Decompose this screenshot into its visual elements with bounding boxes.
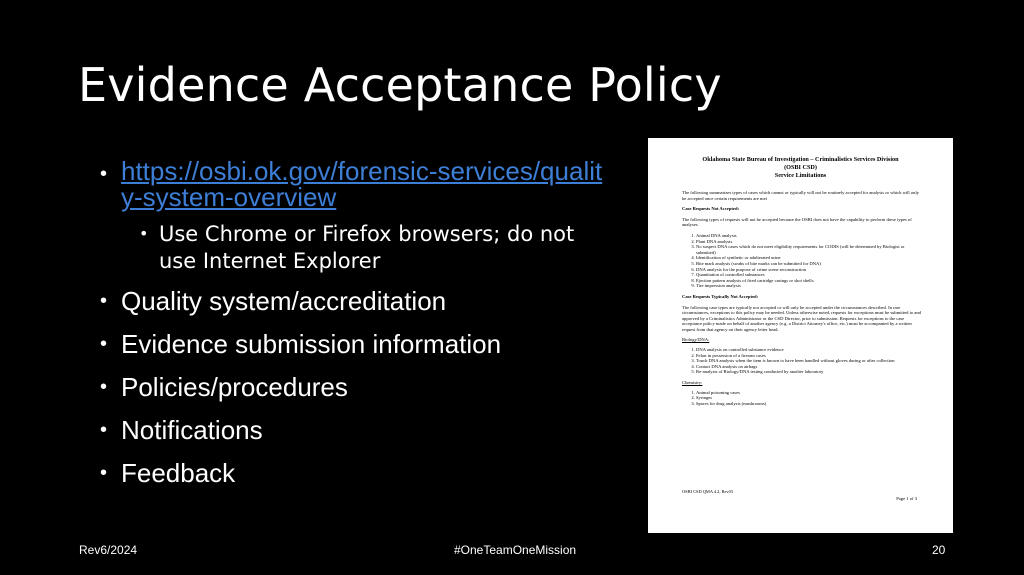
bullet-dot: • <box>100 163 108 185</box>
document-heading <box>648 156 953 180</box>
document-list-item: 1. Animal DNA analysis <box>696 233 922 239</box>
service-limitations-document-image <box>648 138 953 533</box>
bullet-text: Feedback <box>121 458 236 488</box>
bullet-text: Evidence submission information <box>121 329 502 359</box>
bullet-link-item <box>100 158 620 210</box>
document-heading-line: (OSBI CSD) <box>784 164 817 171</box>
bullet-item <box>100 371 620 403</box>
footer-hashtag: #OneTeamOneMission <box>454 543 577 557</box>
document-list <box>682 390 922 407</box>
bullet-dot: • <box>100 290 108 312</box>
document-list-item: 3. Spores for drug analysis (mushrooms) <box>696 401 922 407</box>
osbi-quality-system-link[interactable]: https://osbi.ok.gov/forensic-services/quality-system-overview <box>121 156 603 212</box>
slide-title: Evidence Acceptance Policy <box>78 58 722 112</box>
document-heading-line: Service Limitations <box>774 172 827 179</box>
document-list-item: 9. Tire impression analysis <box>696 283 922 289</box>
document-list-item: 3. Touch DNA analysis when the item is known to have been handled without gloves during or after collection <box>696 358 922 364</box>
footer-revision: Rev6/2024 <box>79 543 138 557</box>
document-page-number: Page 1 of 3 <box>896 496 917 501</box>
document-list-item: 1. Animal poisoning cases <box>696 390 922 396</box>
document-list <box>682 233 922 289</box>
document-footer-left: OSBI CSD QMA 4.2, Rev03 <box>682 489 733 494</box>
document-body <box>682 190 922 411</box>
bullet-dot: • <box>100 419 108 441</box>
bullet-dot: • <box>100 462 108 484</box>
document-intro: The following summarizes types of cases which cannot or typically will not be routinely accepted for analysis or which will only be accepted once certain requirements are met <box>682 190 920 201</box>
document-list-item: 3. No suspect DNA cases which do not meet eligibility requirements for CODIS (will be determined by Biologist or submitted) <box>696 244 922 255</box>
document-list-item: 8. Ejection pattern analysis of fired cartridge casings or shot shells <box>696 278 922 284</box>
document-list-item: 4. Identification of synthetic or adulterated urine <box>696 255 922 261</box>
bullet-dot: • <box>100 376 108 398</box>
document-list-item: 2. Plant DNA analysis <box>696 239 922 245</box>
slide-number: 20 <box>932 543 946 557</box>
bullet-text: Notifications <box>121 415 263 445</box>
document-list <box>682 347 922 375</box>
document-heading-line: Oklahoma State Bureau of Investigation – Criminalistics Services Division <box>702 156 899 163</box>
bullet-item <box>100 457 620 489</box>
bullet-dot: • <box>100 333 108 355</box>
sub-bullet-text: Use Chrome or Firefox browsers; do not use Internet Explorer <box>159 222 575 273</box>
document-list-item: 2. Felon in possession of a firearm cases <box>696 353 922 359</box>
bullet-dot: • <box>139 224 149 243</box>
bullet-item <box>100 328 620 360</box>
bullet-list <box>100 158 620 489</box>
document-section-title: Case Requests Typically Not Accepted: <box>682 293 759 299</box>
document-section-title: Case Requests Not Accepted: <box>682 206 740 212</box>
bullet-text: Quality system/accreditation <box>121 286 447 316</box>
bullet-item <box>100 414 620 446</box>
document-paragraph: The following types of requests will not be accepted because the OSBI does not have the capability to perform these types of analyses. <box>682 216 912 228</box>
document-list-item: 4. Contact DNA analysis on airbags <box>696 364 922 370</box>
document-subsection-title: Chemistry: <box>682 380 703 386</box>
document-subsection-title: Biology/DNA: <box>682 337 710 343</box>
sub-bullet-item <box>139 221 589 275</box>
document-paragraph: The following case types are typically not accepted or will only be accepted under the circumstances described. In rare circumstances, exceptions to this policy may be needed. Unless otherwise noted, requests for exceptions must be submitted to and approved by a Criminalistics Administrator or the CSD Director, prior to submission. Requests for exceptions to the case acceptance policy made on behalf of another agency (e.g. a District Attorney's office, etc.) must be accompanied by a written request from that agency on their agency letter head. <box>682 304 921 332</box>
document-list-item: 7. Quantitation of controlled substances <box>696 272 922 278</box>
document-list-item: 2. Syringes <box>696 395 922 401</box>
document-list-item: 6. DNA analysis for the purpose of crime scene reconstruction <box>696 267 922 273</box>
document-list-item: 1. DNA analysis on controlled substance evidence <box>696 347 922 353</box>
document-list-item: 5. Re-analysis of Biology/DNA testing conducted by another laboratory <box>696 369 922 375</box>
bullet-item <box>100 285 620 317</box>
document-list-item: 5. Bite mark analysis (swabs of bite marks can be submitted for DNA) <box>696 261 922 267</box>
bullet-text: Policies/procedures <box>121 372 348 402</box>
